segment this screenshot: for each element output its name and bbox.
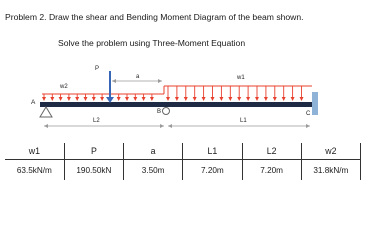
w2-arrow-head (100, 97, 104, 101)
w2-load-arrows (42, 94, 154, 101)
w2-arrow-head (150, 97, 154, 101)
label-w2: w2 (60, 84, 68, 90)
problem-subtitle: Solve the problem using Three-Moment Equation (58, 38, 246, 48)
w1-arrow-head (211, 97, 215, 101)
value-l1: 7.20m (183, 160, 242, 181)
w2-arrow-head (50, 97, 54, 101)
label-l2: L2 (93, 118, 100, 124)
w1-arrow-head (228, 97, 232, 101)
w1-arrow-head (184, 97, 188, 101)
label-l1: L1 (240, 118, 247, 124)
w1-arrow-head (202, 97, 206, 101)
w2-arrow-head (59, 97, 63, 101)
w1-arrow-head (193, 97, 197, 101)
w2-arrow-head (84, 97, 88, 101)
header-l1: L1 (183, 143, 242, 160)
label-support-b: B (157, 109, 162, 115)
header-w1: w1 (5, 143, 64, 160)
label-p: P (95, 66, 100, 72)
label-support-a: A (31, 99, 36, 106)
w1-arrow-head (246, 97, 250, 101)
w1-load-arrows (166, 86, 304, 101)
value-p: 190.50kN (64, 160, 123, 181)
problem-title: Problem 2. Draw the shear and Bending Moment Diagram of the beam shown. (5, 12, 304, 22)
w2-arrow-head (75, 97, 79, 101)
w2-arrow-head (142, 97, 146, 101)
value-a: 3.50m (124, 160, 183, 181)
value-l2: 7.20m (242, 160, 301, 181)
w2-arrow-head (42, 97, 46, 101)
header-p: P (64, 143, 123, 160)
label-a: a (136, 74, 140, 80)
w1-arrow-head (166, 97, 170, 101)
w1-arrow-head (282, 97, 286, 101)
header-w2: w2 (301, 143, 360, 160)
w1-arrow-head (255, 97, 259, 101)
label-w1: w1 (237, 75, 245, 81)
label-support-c: C (306, 111, 311, 117)
header-a: a (124, 143, 183, 160)
roller-support-b (163, 108, 170, 115)
value-w1: 63.5kN/m (5, 160, 64, 181)
table-header-row (5, 143, 361, 160)
dimension-l1 (168, 124, 310, 128)
w1-arrow-head (237, 97, 241, 101)
w1-distributed-load (164, 86, 312, 101)
beam (40, 102, 314, 107)
w1-arrow-head (273, 97, 277, 101)
table-value-row (5, 160, 361, 181)
w2-arrow-head (125, 97, 129, 101)
w2-arrow-head (67, 97, 71, 101)
given-values-table (5, 143, 361, 180)
w1-arrow-head (175, 97, 179, 101)
value-w2: 31.8kN/m (301, 160, 360, 181)
dimension-l2 (44, 124, 164, 128)
point-load-p (106, 71, 114, 103)
w2-distributed-load (42, 94, 164, 101)
w1-arrow-head (300, 97, 304, 101)
w1-arrow-head (219, 97, 223, 101)
pin-support-a (40, 107, 52, 117)
fixed-support-c (312, 92, 318, 115)
w2-arrow-head (92, 97, 96, 101)
w1-arrow-head (264, 97, 268, 101)
w2-arrow-head (117, 97, 121, 101)
w2-arrow-head (133, 97, 137, 101)
w1-arrow-head (291, 97, 295, 101)
header-l2: L2 (242, 143, 301, 160)
